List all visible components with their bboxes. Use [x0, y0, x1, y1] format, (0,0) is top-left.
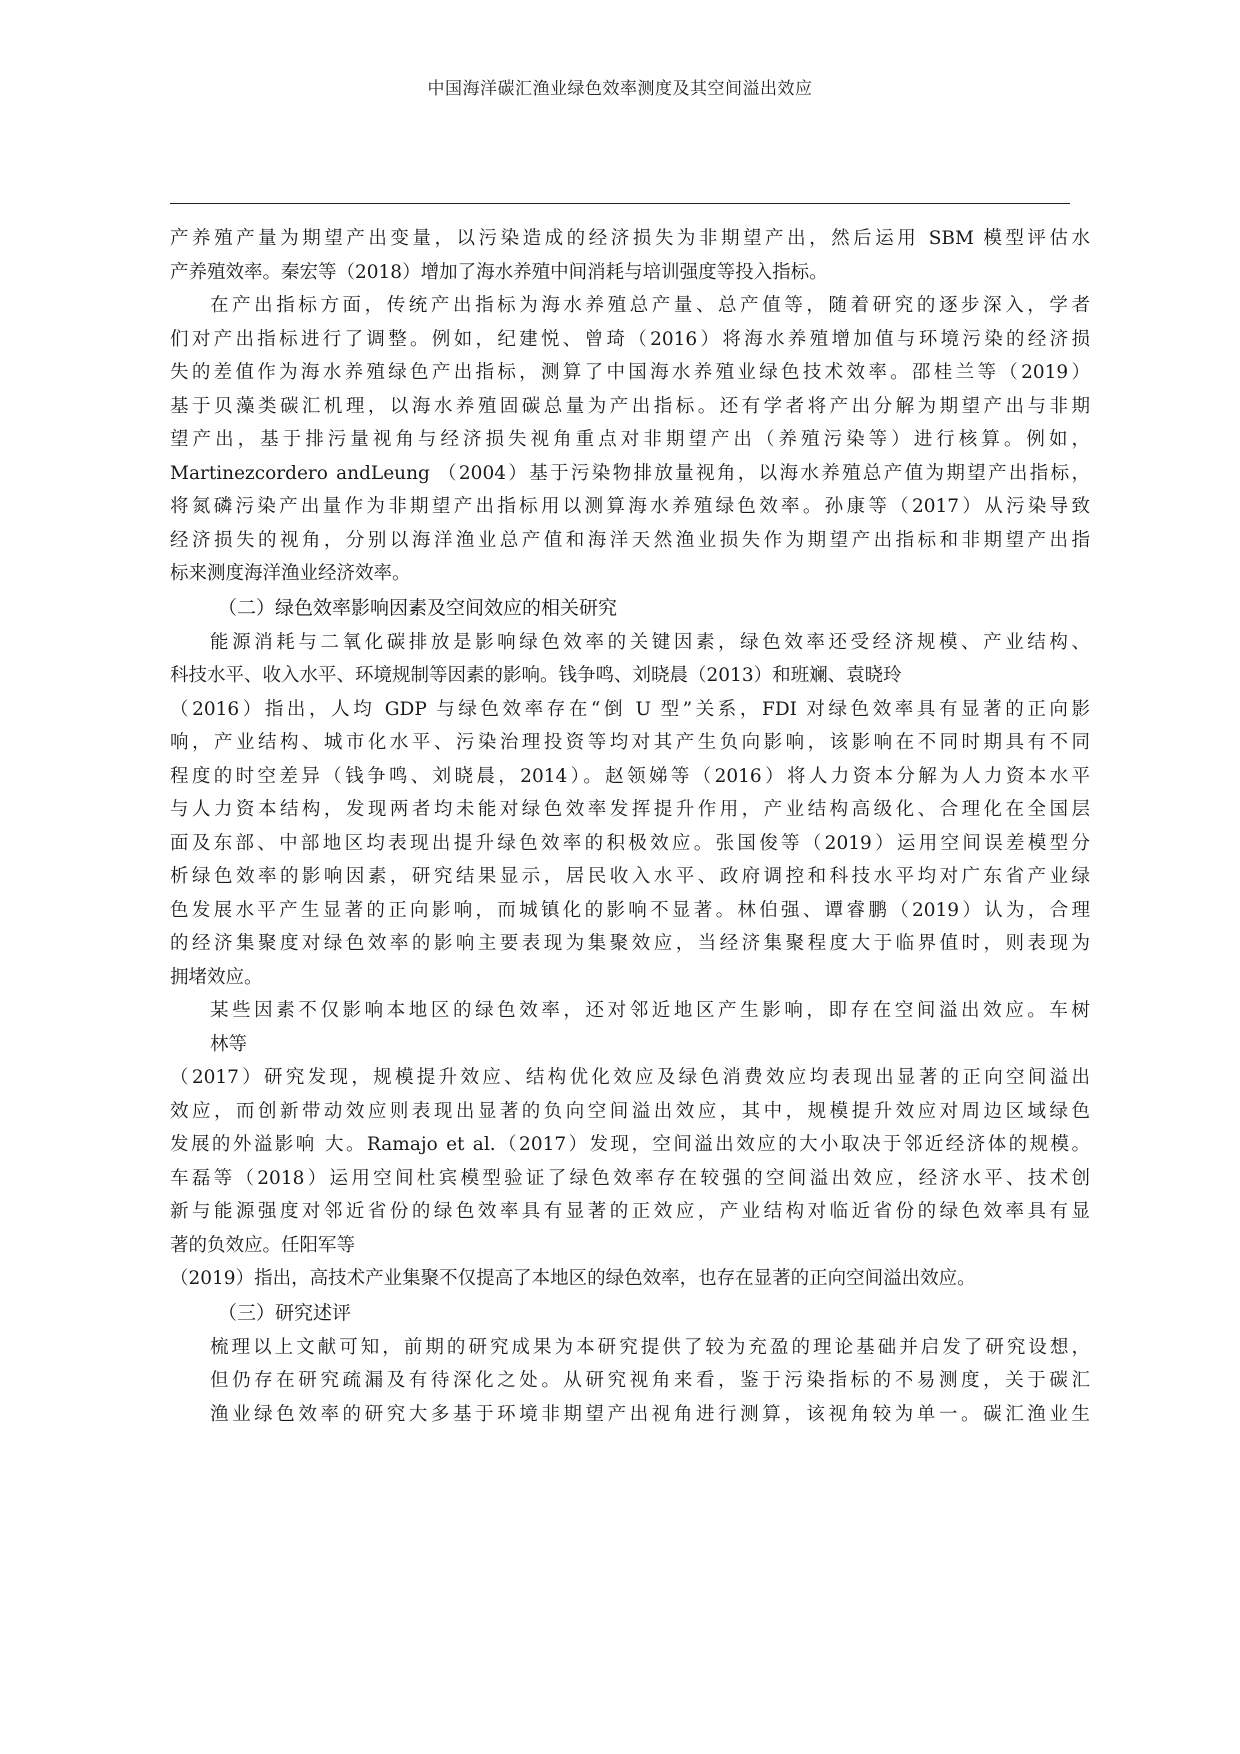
text-line: 梳理以上文献可知，前期的研究成果为本研究提供了较为充盈的理论基础并启发了研究设想， — [210, 1336, 1090, 1358]
text-line: 们对产出指标进行了调整。例如，纪建悦、曾琦（2016）将海水养殖增加值与环境污染的经济损 — [170, 328, 1090, 350]
text-line: 与人力资本结构，发现两者均未能对绿色效率发挥提升作用，产业结构高级化、合理化在全国层 — [170, 799, 1090, 820]
text-line: Martinezcordero andLeung （2004）基于污染物排放量视角，以海水养殖总产值为期望产出指标， — [170, 462, 1090, 484]
text-line: 失的差值作为海水养殖绿色产出指标，测算了中国海水养殖业绿色技术效率。邵桂兰等（2019） — [170, 362, 1090, 383]
text-line: 的经济集聚度对绿色效率的影响主要表现为集聚效应，当经济集聚程度大于临界值时，则表现为 — [170, 933, 1090, 954]
text-line: 在产出指标方面，传统产出指标为海水养殖总产量、总产值等，随着研究的逐步深入，学者 — [210, 295, 1090, 316]
text-line: 发展的外溢影响 大。Ramajo et al.（2017）发现，空间溢出效应的大小取决于邻近经济体的规模。 — [170, 1134, 1090, 1155]
text-line: 将氮磷污染产出量作为非期望产出指标用以测算海水养殖绿色效率。孙康等（2017）从污染导致 — [170, 496, 1090, 517]
text-line: 产养殖产量为期望产出变量，以污染造成的经济损失为非期望产出，然后运用 SBM 模型评估水 — [170, 228, 1090, 249]
text-line: 标来测度海洋渔业经济效率。 — [170, 563, 411, 584]
page-body — [170, 222, 1090, 1431]
text-line: 科技水平、收入水平、环境规制等因素的影响。钱争鸣、刘晓晨（2013）和班斓、袁晓玲 — [170, 665, 902, 686]
text-line: 著的负效应。任阳军等 — [170, 1234, 356, 1256]
text-line: 某些因素不仅影响本地区的绿色效率，还对邻近地区产生影响，即存在空间溢出效应。车树 — [210, 1000, 1090, 1021]
text-line: （2016）指出，人均 GDP 与绿色效率存在“倒 U 型”关系，FDI 对绿色效率具有显著的正向影 — [170, 698, 1090, 720]
text-line: （2017）研究发现，规模提升效应、结构优化效应及绿色消费效应均表现出显著的正向空间溢出 — [170, 1067, 1090, 1088]
text-line: 产养殖效率。秦宏等（2018）增加了海水养殖中间消耗与培训强度等投入指标。 — [170, 261, 828, 283]
text-line: 色发展水平产生显著的正向影响，而城镇化的影响不显著。林伯强、谭睿鹏（2019）认为，合理 — [170, 899, 1090, 921]
header-rule — [170, 203, 1070, 204]
text-line: （2019）指出，高技术产业集聚不仅提高了本地区的绿色效率，也存在显著的正向空间溢出效应。 — [170, 1268, 976, 1289]
text-line: 响，产业结构、城市化水平、污染治理投资等均对其产生负向影响，该影响在不同时期具有不同 — [170, 732, 1090, 753]
text-line: 新与能源强度对邻近省份的绿色效率具有显著的正效应，产业结构对临近省份的绿色效率具有显 — [170, 1201, 1090, 1222]
section-heading: （三）研究述评 — [218, 1301, 352, 1324]
text-line: 望产出，基于排污量视角与经济损失视角重点对非期望产出（养殖污染等）进行核算。例如， — [170, 429, 1090, 450]
text-line: 面及东部、中部地区均表现出提升绿色效率的积极效应。张国俊等（2019）运用空间误差模型分 — [170, 832, 1090, 854]
text-line: 但仍存在研究疏漏及有待深化之处。从研究视角来看，鉴于污染指标的不易测度，关于碳汇 — [210, 1370, 1090, 1391]
text-line: 经济损失的视角，分别以海洋渔业总产值和海洋天然渔业损失作为期望产出指标和非期望产出指 — [170, 529, 1090, 551]
text-line: 林等 — [210, 1033, 248, 1055]
text-line: 效应，而创新带动效应则表现出显著的负向空间溢出效应，其中，规模提升效应对周边区域绿色 — [170, 1100, 1090, 1122]
text-line: 渔业绿色效率的研究大多基于环境非期望产出视角进行测算，该视角较为单一。碳汇渔业生 — [210, 1403, 1090, 1425]
text-line: 基于贝藻类碳汇机理，以海水养殖固碳总量为产出指标。还有学者将产出分解为期望产出与非期 — [170, 395, 1090, 417]
text-line: 车磊等（2018）运用空间杜宾模型验证了绿色效率存在较强的空间溢出效应，经济水平、技术创 — [170, 1167, 1090, 1189]
text-line: 拥堵效应。 — [170, 966, 263, 988]
running-header: 中国海洋碳汇渔业绿色效率测度及其空间溢出效应 — [427, 79, 813, 99]
text-line: 析绿色效率的影响因素，研究结果显示，居民收入水平、政府调控和科技水平均对广东省产业绿 — [170, 866, 1090, 887]
text-line: 程度的时空差异（钱争鸣、刘晓晨，2014）。赵领娣等（2016）将人力资本分解为人力资本水平 — [170, 765, 1090, 787]
text-line: 能源消耗与二氧化碳排放是影响绿色效率的关键因素，绿色效率还受经济规模、产业结构、 — [210, 631, 1090, 653]
section-heading: （二）绿色效率影响因素及空间效应的相关研究 — [218, 596, 618, 619]
